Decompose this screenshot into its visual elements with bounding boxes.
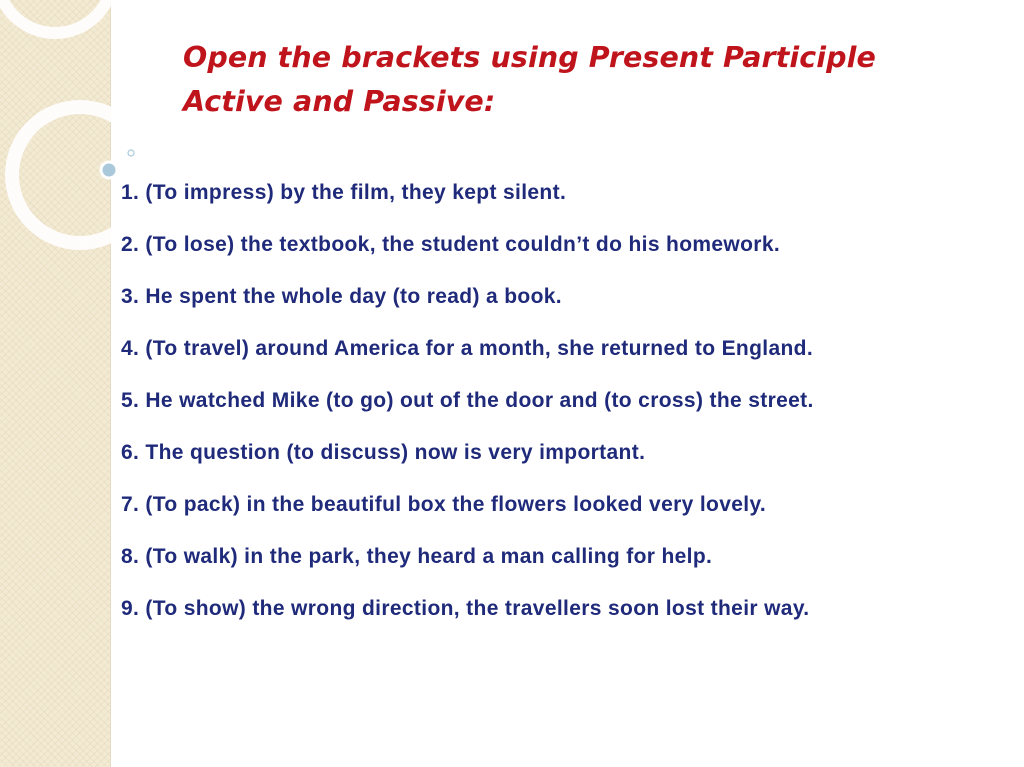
exercise-item: 4. (To travel) around America for a month, she returned to England. <box>121 337 814 360</box>
decorative-side-band <box>0 0 111 767</box>
exercise-item: 5. He watched Mike (to go) out of the door and (to cross) the street. <box>121 389 814 412</box>
exercise-item: 1. (To impress) by the film, they kept silent. <box>121 181 567 204</box>
exercise-item: 8. (To walk) in the park, they heard a man calling for help. <box>121 545 713 568</box>
exercise-item: 9. (To show) the wrong direction, the travellers soon lost their way. <box>121 597 810 620</box>
title-line-1: Open the brackets using Present Participle <box>183 41 876 74</box>
exercise-item: 7. (To pack) in the beautiful box the flowers looked very lovely. <box>121 493 767 516</box>
title-line-2: Active and Passive: <box>183 85 496 118</box>
exercise-list <box>121 174 814 642</box>
exercise-item: 2. (To lose) the textbook, the student couldn’t do his homework. <box>121 233 781 256</box>
exercise-item: 3. He spent the whole day (to read) a book. <box>121 285 562 308</box>
slide-title <box>183 36 983 124</box>
small-accent-ring <box>128 150 134 156</box>
exercise-item: 6. The question (to discuss) now is very important. <box>121 441 646 464</box>
